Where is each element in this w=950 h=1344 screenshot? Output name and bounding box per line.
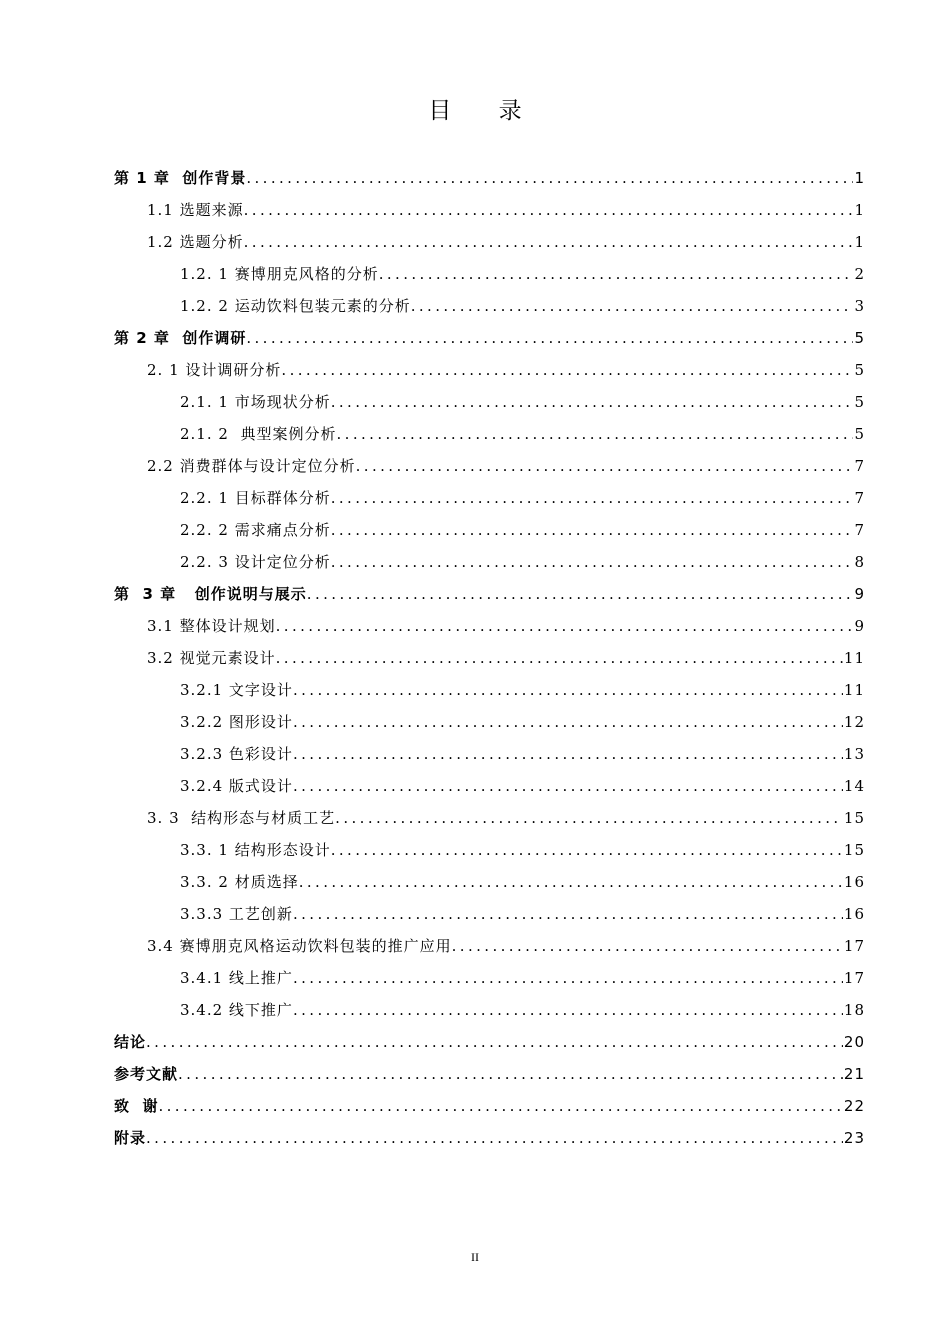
toc-entry-label: 2. 1 设计调研分析	[147, 361, 282, 379]
toc-entry[interactable]	[114, 706, 865, 738]
toc-entry[interactable]	[114, 162, 865, 194]
toc-entry-page: 16	[843, 873, 865, 891]
toc-leader-dots	[146, 1026, 843, 1058]
toc-entry-label: 第 2 章 创作调研	[114, 329, 247, 347]
toc-entry[interactable]	[114, 770, 865, 802]
toc-entry[interactable]	[114, 450, 865, 482]
toc-entry-label: 第 3 章 创作说明与展示	[114, 585, 307, 603]
toc-leader-dots	[158, 1090, 842, 1122]
toc-entry[interactable]	[114, 898, 865, 930]
toc-leader-dots	[331, 514, 854, 546]
toc-entry-page: 2	[854, 265, 865, 283]
toc-entry-label: 参考文献	[114, 1065, 179, 1083]
toc-entry-label: 3.1 整体设计规划	[147, 617, 276, 635]
toc-entry[interactable]	[114, 802, 865, 834]
toc-entry-label: 3.4 赛博朋克风格运动饮料包装的推广应用	[147, 937, 452, 955]
toc-entry-page: 17	[843, 969, 865, 987]
toc-entry-page: 9	[854, 585, 865, 603]
toc-leader-dots	[299, 866, 843, 898]
toc-leader-dots	[246, 162, 853, 194]
toc-leader-dots	[244, 226, 854, 258]
toc-leader-dots	[293, 706, 843, 738]
toc-entry-label: 1.2. 1 赛博朋克风格的分析	[180, 265, 379, 283]
toc-entry-label: 3.4.2 线下推广	[180, 1001, 293, 1019]
toc-leader-dots	[452, 930, 843, 962]
toc-entry[interactable]	[114, 610, 865, 642]
toc-leader-dots	[356, 450, 854, 482]
toc-entry[interactable]	[114, 1122, 865, 1154]
toc-entry-label: 1.2. 2 运动饮料包装元素的分析	[180, 297, 411, 315]
toc-entry-page: 22	[843, 1097, 865, 1115]
toc-entry[interactable]	[114, 514, 865, 546]
toc-entry-page: 5	[854, 393, 865, 411]
toc-entry[interactable]	[114, 482, 865, 514]
toc-entry-page: 7	[854, 457, 865, 475]
toc-leader-dots	[146, 1122, 843, 1154]
page-number: II	[471, 1250, 479, 1264]
toc-leader-dots	[276, 610, 854, 642]
page-title: 目 录	[428, 98, 542, 124]
toc-entry-page: 7	[854, 521, 865, 539]
toc-entry-page: 8	[854, 553, 865, 571]
toc-entry-page: 14	[843, 777, 865, 795]
toc-entry[interactable]	[114, 962, 865, 994]
toc-leader-dots	[293, 994, 843, 1026]
toc-entry-label: 附录	[114, 1129, 147, 1147]
toc-entry[interactable]	[114, 226, 865, 258]
toc-leader-dots	[246, 322, 853, 354]
toc-leader-dots	[331, 386, 854, 418]
toc-entry-page: 12	[843, 713, 865, 731]
toc-entry-label: 3.3. 2 材质选择	[180, 873, 299, 891]
toc-entry-label: 3.2 视觉元素设计	[147, 649, 276, 667]
toc-entry-label: 3. 3 结构形态与材质工艺	[147, 809, 336, 827]
toc-entry-label: 2.2. 2 需求痛点分析	[180, 521, 331, 539]
toc-entry-page: 11	[843, 649, 865, 667]
toc-entry[interactable]	[114, 1026, 865, 1058]
toc-entry-label: 2.2. 3 设计定位分析	[180, 553, 331, 571]
toc-entry-label: 结论	[114, 1033, 147, 1051]
toc-entry-page: 20	[843, 1033, 865, 1051]
toc-entry[interactable]	[114, 258, 865, 290]
toc-entry[interactable]	[114, 194, 865, 226]
toc-leader-dots	[336, 418, 853, 450]
toc-entry-page: 5	[854, 329, 865, 347]
toc-entry-label: 致 谢	[114, 1097, 159, 1115]
toc-entry-page: 1	[854, 169, 865, 187]
toc-entry[interactable]	[114, 386, 865, 418]
toc-leader-dots	[293, 738, 843, 770]
toc-entry[interactable]	[114, 354, 865, 386]
toc-entry-page: 1	[854, 233, 865, 251]
toc-leader-dots	[293, 962, 843, 994]
toc-entry-page: 13	[843, 745, 865, 763]
toc-entry[interactable]	[114, 674, 865, 706]
toc-entry[interactable]	[114, 1090, 865, 1122]
toc-leader-dots	[335, 802, 843, 834]
toc-entry-label: 2.1. 1 市场现状分析	[180, 393, 331, 411]
toc-entry-page: 1	[854, 201, 865, 219]
toc-entry[interactable]	[114, 642, 865, 674]
toc-entry-page: 9	[854, 617, 865, 635]
toc-leader-dots	[331, 834, 843, 866]
toc-entry[interactable]	[114, 546, 865, 578]
toc-leader-dots	[331, 482, 854, 514]
toc-entry[interactable]	[114, 578, 865, 610]
table-of-contents	[114, 162, 865, 1154]
toc-leader-dots	[331, 546, 854, 578]
toc-leader-dots	[293, 770, 843, 802]
toc-entry[interactable]	[114, 322, 865, 354]
toc-entry-page: 23	[843, 1129, 865, 1147]
toc-leader-dots	[379, 258, 854, 290]
toc-leader-dots	[276, 642, 843, 674]
toc-entry[interactable]	[114, 418, 865, 450]
toc-leader-dots	[244, 194, 854, 226]
toc-entry[interactable]	[114, 866, 865, 898]
toc-entry-page: 21	[843, 1065, 865, 1083]
toc-entry[interactable]	[114, 290, 865, 322]
toc-entry-label: 3.2.1 文字设计	[180, 681, 293, 699]
toc-entry-page: 16	[843, 905, 865, 923]
toc-entry-label: 1.2 选题分析	[147, 233, 244, 251]
toc-entry[interactable]	[114, 834, 865, 866]
toc-entry-page: 3	[854, 297, 865, 315]
toc-entry-page: 5	[854, 361, 865, 379]
toc-entry-page: 11	[843, 681, 865, 699]
toc-leader-dots	[411, 290, 854, 322]
toc-entry[interactable]	[114, 994, 865, 1026]
toc-entry[interactable]	[114, 738, 865, 770]
toc-entry-label: 3.3. 1 结构形态设计	[180, 841, 331, 859]
toc-entry-label: 2.1. 2 典型案例分析	[180, 425, 337, 443]
toc-entry-label: 1.1 选题来源	[147, 201, 244, 219]
toc-leader-dots	[293, 674, 843, 706]
toc-leader-dots	[307, 578, 854, 610]
toc-entry-page: 7	[854, 489, 865, 507]
toc-leader-dots	[293, 898, 843, 930]
toc-leader-dots	[178, 1058, 843, 1090]
toc-entry-label: 3.2.4 版式设计	[180, 777, 293, 795]
toc-entry-page: 18	[843, 1001, 865, 1019]
toc-entry-page: 15	[843, 809, 865, 827]
toc-entry-label: 2.2. 1 目标群体分析	[180, 489, 331, 507]
toc-entry-page: 5	[854, 425, 865, 443]
toc-leader-dots	[281, 354, 853, 386]
toc-entry-page: 15	[843, 841, 865, 859]
toc-entry-label: 3.2.3 色彩设计	[180, 745, 293, 763]
toc-entry[interactable]	[114, 930, 865, 962]
toc-entry-label: 3.4.1 线上推广	[180, 969, 293, 987]
toc-entry-label: 2.2 消费群体与设计定位分析	[147, 457, 356, 475]
toc-entry-label: 3.3.3 工艺创新	[180, 905, 293, 923]
toc-entry-label: 3.2.2 图形设计	[180, 713, 293, 731]
toc-entry[interactable]	[114, 1058, 865, 1090]
toc-entry-label: 第 1 章 创作背景	[114, 169, 247, 187]
toc-entry-page: 17	[843, 937, 865, 955]
